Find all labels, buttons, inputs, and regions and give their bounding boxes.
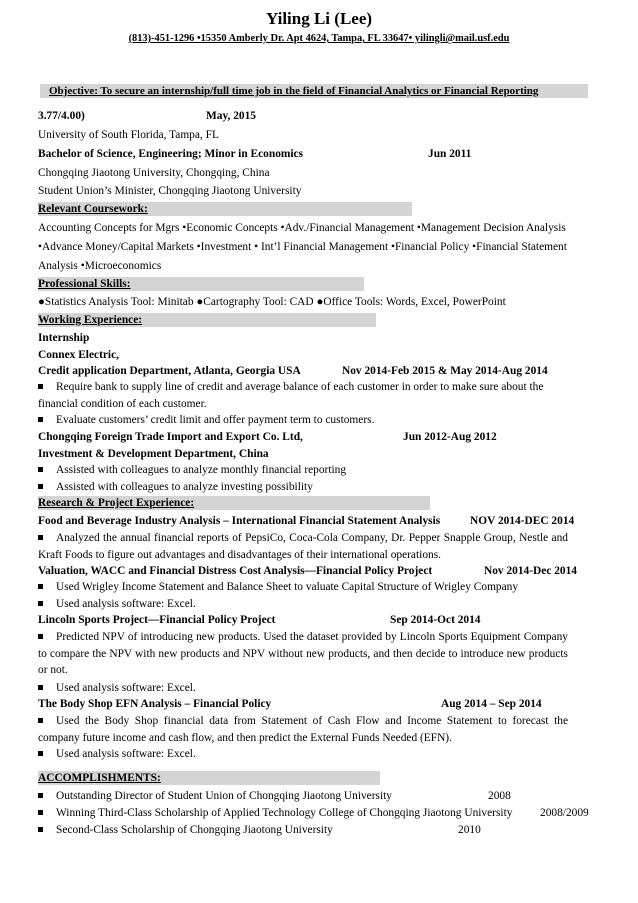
degree-date: Jun 2011 — [428, 148, 472, 160]
bullet-bodyshop-1: Used the Body Shop financial data from Statement of Cash Flow and Income Statement to forecast the company future income and cash flow, and then predict the External Funds Needed (EFN). — [38, 715, 568, 744]
accomplishment-2-date: 2008/2009 — [540, 807, 589, 819]
gpa-date: May, 2015 — [206, 110, 256, 122]
bullet-square-icon — [38, 827, 43, 832]
bullet-lincoln-1: Predicted NPV of introducing new products. Used the dataset provided by Lincoln Sports Equipment Company to compare the NPV with new products and NPV without new products, and then decide to introduce new products or not. — [38, 631, 568, 676]
accomplishment-1: Outstanding Director of Student Union of Chongqing Jiaotong University — [38, 788, 392, 804]
company-chongqing: Chongqing Foreign Trade Import and Export Co. Ltd, — [38, 431, 303, 443]
coursework-line-1: Accounting Concepts for Mgrs •Economic Concepts •Adv./Financial Management •Management Decision Analysis — [38, 222, 566, 234]
project-food-title: Food and Beverage Industry Analysis – International Financial Statement Analysis — [38, 515, 441, 527]
bullet-valuation-2: Used analysis software: Excel. — [38, 596, 196, 612]
bullet-square-icon — [38, 793, 43, 798]
coursework-line-3: Analysis •Microeconomics — [38, 260, 162, 272]
bullet-chongqing-1: Assisted with colleagues to analyze monthly financial reporting — [38, 462, 346, 478]
accomplishment-2: Winning Third-Class Scholarship of Applied Technology College of Chongqing Jiaotong University — [38, 805, 512, 821]
bullet-square-icon — [38, 417, 43, 422]
research-header: Research & Project Experience: — [38, 496, 430, 510]
bullet-square-icon — [38, 634, 43, 639]
cq-role-line: Student Union’s Minister, Chongqing Jiaotong University — [38, 185, 302, 197]
project-valuation-title: Valuation, WACC and Financial Distress Cost Analysis—Financial Policy Project — [38, 565, 433, 577]
bullet-square-icon — [38, 751, 43, 756]
bullet-square-icon — [38, 601, 43, 606]
accomplishment-3: Second-Class Scholarship of Chongqing Jiaotong University — [38, 822, 333, 838]
objective-banner: Objective: To secure an internship/full time job in the field of Financial Analytics or Financial Reporting — [40, 84, 588, 98]
accomplishment-1-date: 2008 — [488, 790, 511, 802]
bullet-square-icon — [38, 584, 43, 589]
bullet-square-icon — [38, 384, 43, 389]
skills-header: Professional Skills: — [38, 277, 364, 291]
bullet-square-icon — [38, 484, 43, 489]
project-valuation-dates: Nov 2014-Dec 2014 — [484, 565, 578, 577]
accomplishments-header: ACCOMPLISHMENTS: — [38, 771, 380, 785]
bullet-connex-1-cont: financial condition of each customer. — [38, 398, 207, 410]
bullet-bodyshop-2: Used analysis software: Excel. — [38, 746, 196, 762]
dates-connex: Nov 2014-Feb 2015 & May 2014-Aug 2014 — [342, 365, 548, 377]
project-bodyshop-dates: Aug 2014 – Sep 2014 — [441, 698, 542, 710]
bullet-lincoln-2: Used analysis software: Excel. — [38, 680, 196, 696]
skills-line: ●Statistics Analysis Tool: Minitab ●Cartography Tool: CAD ●Office Tools: Words, Excel, PowerPoint — [38, 296, 506, 308]
internship-label: Internship — [38, 332, 90, 344]
coursework-header: Relevant Coursework: — [38, 202, 412, 216]
accomplishment-3-date: 2010 — [458, 824, 481, 836]
bullet-square-icon — [38, 718, 43, 723]
work-header: Working Experience: — [38, 313, 376, 327]
bullet-square-icon — [38, 685, 43, 690]
bullet-food-1: Analyzed the annual financial reports of PepsiCo, Coca-Cola Company, Dr. Pepper Snapple Group, Nestle and Kraft Foods to figure out advantages and disadvantages of their international operations. — [38, 532, 568, 561]
usf-line: University of South Florida, Tampa, FL — [38, 129, 219, 141]
candidate-name: Yiling Li (Lee) — [265, 9, 373, 28]
bullet-valuation-1: Used Wrigley Income Statement and Balance Sheet to valuate Capital Structure of Wrigley Company — [38, 579, 518, 595]
dates-chongqing: Jun 2012-Aug 2012 — [403, 431, 497, 443]
bullet-connex-1: Require bank to supply line of credit and average balance of each customer in order to make sure about the — [38, 379, 543, 395]
bullet-square-icon — [38, 810, 43, 815]
company-connex: Connex Electric, — [38, 349, 119, 361]
bullet-square-icon — [38, 467, 43, 472]
bullet-connex-2: Evaluate customers’ credit limit and offer payment term to customers. — [38, 412, 374, 428]
bullet-chongqing-2: Assisted with colleagues to analyze investing possibility — [38, 479, 313, 495]
degree-line: Bachelor of Science, Engineering; Minor in Economics — [38, 148, 304, 160]
dept-credit: Credit application Department, Atlanta, Georgia USA — [38, 365, 301, 377]
contact-line: (813)-451-1296 •15350 Amberly Dr. Apt 4624, Tampa, FL 33647• yilingli@mail.usf.edu — [128, 33, 510, 44]
bullet-square-icon — [38, 535, 43, 540]
gpa: 3.77/4.00) — [38, 110, 85, 122]
cq-university-line: Chongqing Jiaotong University, Chongqing, China — [38, 167, 270, 179]
project-lincoln-title: Lincoln Sports Project—Financial Policy Project — [38, 614, 276, 626]
project-food-dates: NOV 2014-DEC 2014 — [470, 515, 575, 527]
coursework-line-2: •Advance Money/Capital Markets •Investment • Int’l Financial Management •Financial Policy •Financial Statement — [38, 241, 567, 253]
project-lincoln-dates: Sep 2014-Oct 2014 — [390, 614, 481, 626]
project-bodyshop-title: The Body Shop EFN Analysis – Financial Policy — [38, 698, 272, 710]
dept-investment: Investment & Development Department, China — [38, 448, 269, 460]
